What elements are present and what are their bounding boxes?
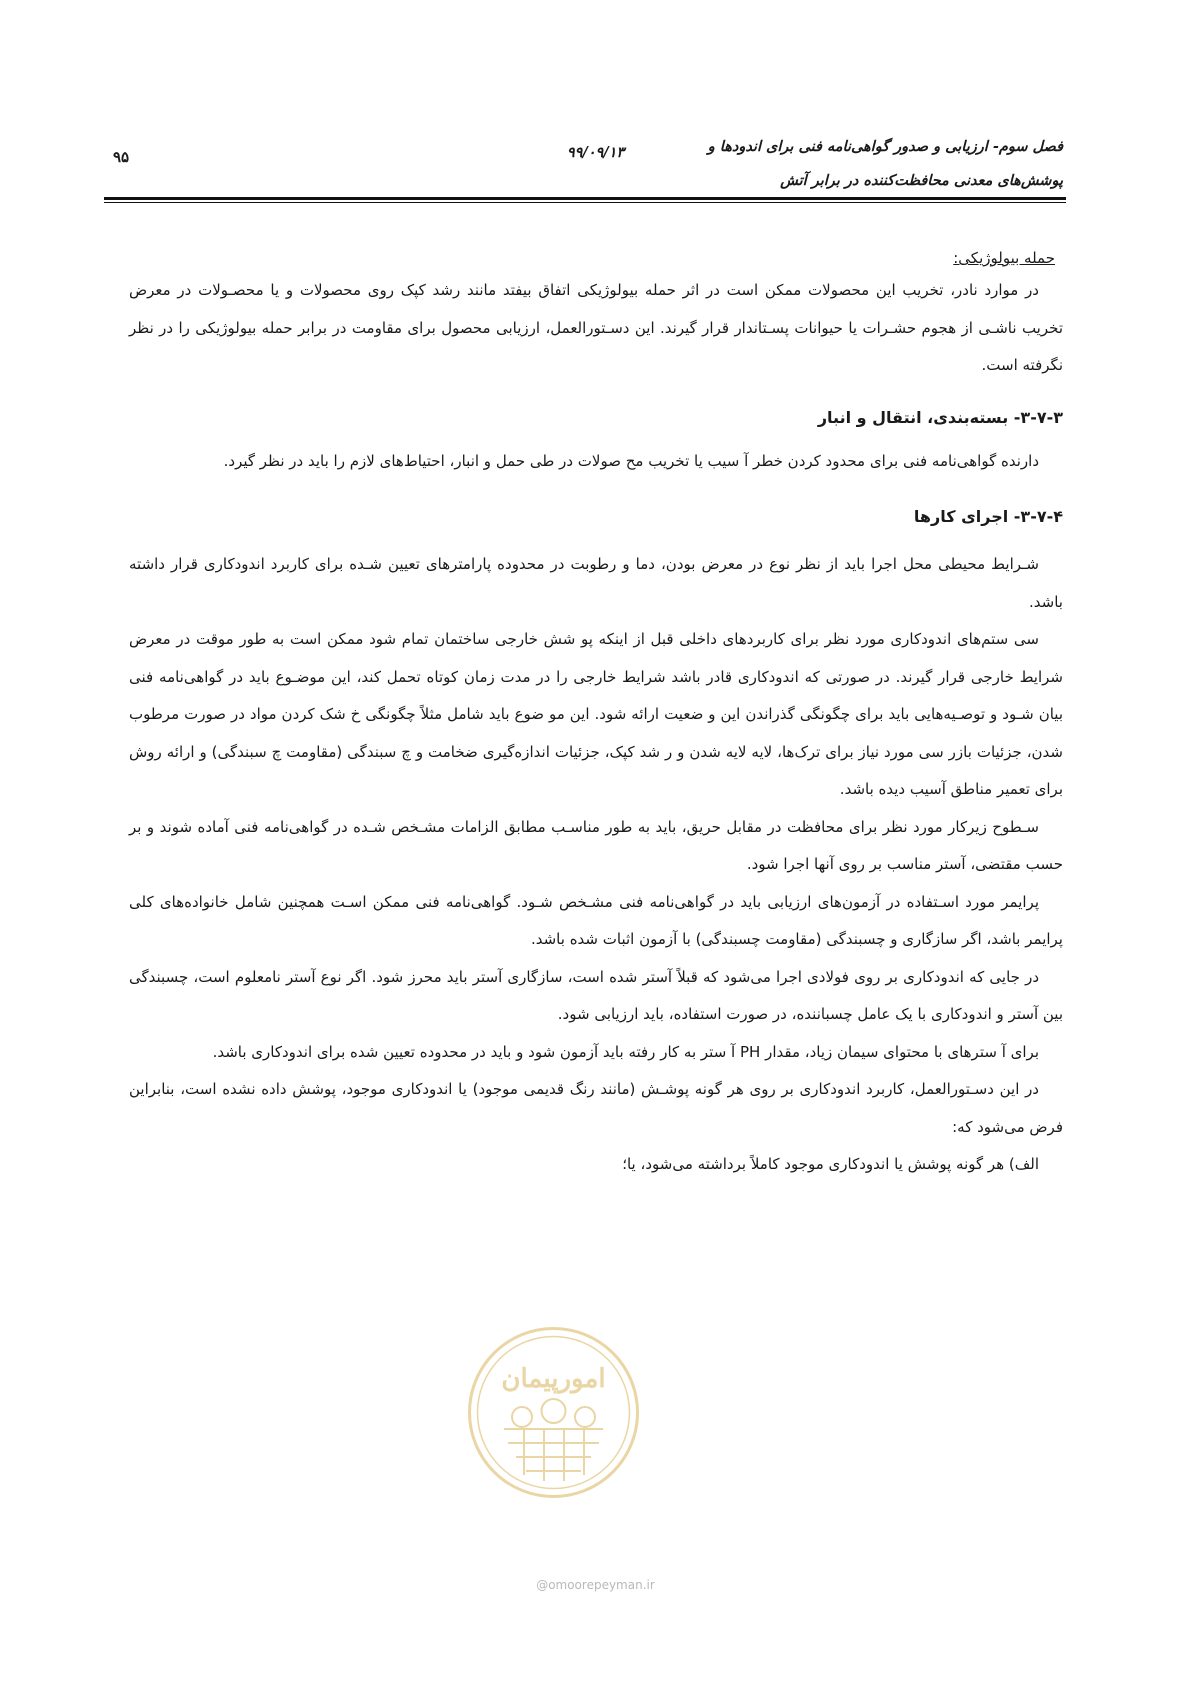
works-paragraph-8: الف) هر گونه پوشش یا اندودکاری موجود کاملاً برداشته می‌شود، یا؛ — [622, 1155, 1039, 1173]
bio-attack-paragraph: در موارد نادر، تخریب این محصولات ممکن است در اثر حمله بیولوژیکی اتفاق بیفتد مانند رشد کپک روی محصولات و یا محصـولات در معرض تخریب ناشـی از هجوم حشـرات یا حیوانات پسـتاندار قرار گیرند. این دسـتورالعمل، ارزیابی محصول برای مقاومت در برابر حمله بیولوژیکی را در نظر نگرفته است. — [129, 281, 1063, 374]
watermark-logo — [466, 1325, 641, 1500]
page-body — [129, 244, 1063, 1184]
section-3-7-3-title: ۳-۷-۳- بسته‌بندی، انتقال و انبار — [817, 407, 1063, 427]
header-date: ۹۹/۰۹/۱۳ — [566, 144, 625, 161]
works-paragraph-4: پرایمر مورد اسـتفاده در آزمون‌های ارزیابی باید در گواهی‌نامه فنی مشـخص شـود. گواهی‌نامه فنی ممکن اسـت همچنین شامل خانواده‌های کلی پرایمر باشد، اگر سازگاری و چسبندگی (مقاومت چسبندگی) با آزمون اثبات شده باشد. — [129, 892, 1063, 948]
works-paragraph-3: سـطوح زیرکار مورد نظر برای محافظت در مقابل حریق، باید به طور مناسـب مطابق الزامات مشـخص شـده در گواهی‌نامه فنی آماده شوند و بر حسب مقتضی، آستر مناسب بر روی آنها اجرا شود. — [129, 817, 1063, 873]
section-3-7-4-title: ۳-۷-۴- اجرای کارها — [913, 507, 1063, 526]
works-paragraph-1: شـرایط محیطی محل اجرا باید از نظر نوع در معرض بودن، دما و رطوبت در محدوده پارامترهای تعیین شـده برای کاربرد اندودکاری قرار داشته باشد. — [129, 555, 1063, 611]
section-3-7-3-paragraph: دارنده گواهی‌نامه فنی برای محدود کردن خطر آ سیب یا تخریب مح صولات در طی حمل و انبار، احتیاط‌های لازم را باید در نظر گیرد. — [223, 451, 1039, 470]
watermark-logo-text: امورپیمان — [501, 1364, 606, 1394]
header-rule-thin — [104, 202, 1066, 203]
works-paragraph-7: در این دسـتورالعمل، کاربرد اندودکاری بر روی هر گونه پوشـش (مانند رنگ قدیمی موجود) یا اندودکاری موجود، پوشش داده نشده است، بنابراین فرض می‌شود که: — [129, 1080, 1063, 1136]
watermark-url: @omoorepeyman.ir — [536, 1578, 655, 1592]
page-number: ۹۵ — [113, 148, 130, 166]
works-paragraph-2: سی ستم‌های اندودکاری مورد نظر برای کاربردهای داخلی قبل از اینکه پو شش خارجی ساختمان تمام شود ممکن است به طور موقت در معرض شرایط خارجی قرار گیرند. در صورتی که اندودکاری قادر باشد شرایط خارجی را در مدت زمان کوتاه تحمل کند، این موضـوع باید در گواهی‌نامه فنی بیان شـود و توصـیه‌هایی باید برای چگونگی گذراندن این و ضعیت ارائه شود. این مو ضوع باید شامل مثلاً چگونگی خ شک کردن مواد در صورت مرطوب شدن، جزئیات بازر سی مورد نیاز برای ترک‌ها، لایه لایه شدن و ر شد کپک، جزئیات اندازه‌گیری ضخامت و چ سبندگی (مقاومت چ سبندگی) و ارائه روش برای تعمیر مناطق آسیب دیده باشد. — [129, 630, 1063, 798]
works-paragraph-6: برای آ سترهای با محتوای سیمان زیاد، مقدار PH آ ستر به کار رفته باید آزمون شود و باید در محدوده تعیین شده برای اندودکاری باشد. — [212, 1042, 1039, 1061]
header-rule-thick — [104, 197, 1066, 200]
works-paragraph-5: در جایی که اندودکاری بر روی فولادی اجرا می‌شود که قبلاً آستر شده است، سازگاری آستر باید محرز شود. اگر نوع آستر نامعلوم است، چسبندگی بین آستر و اندودکاری با یک عامل چسباننده، در صورت استفاده، باید ارزیابی شود. — [129, 967, 1063, 1023]
bio-attack-heading: حمله بیولوژیکی: — [953, 249, 1055, 267]
chapter-title-line2: پوشش‌های معدنی محافظت‌کننده در برابر آتش — [780, 172, 1063, 189]
chapter-title — [623, 130, 1063, 198]
chapter-title-line1: فصل سوم- ارزیابی و صدور گواهی‌نامه فنی برای اندودها و — [707, 138, 1063, 155]
